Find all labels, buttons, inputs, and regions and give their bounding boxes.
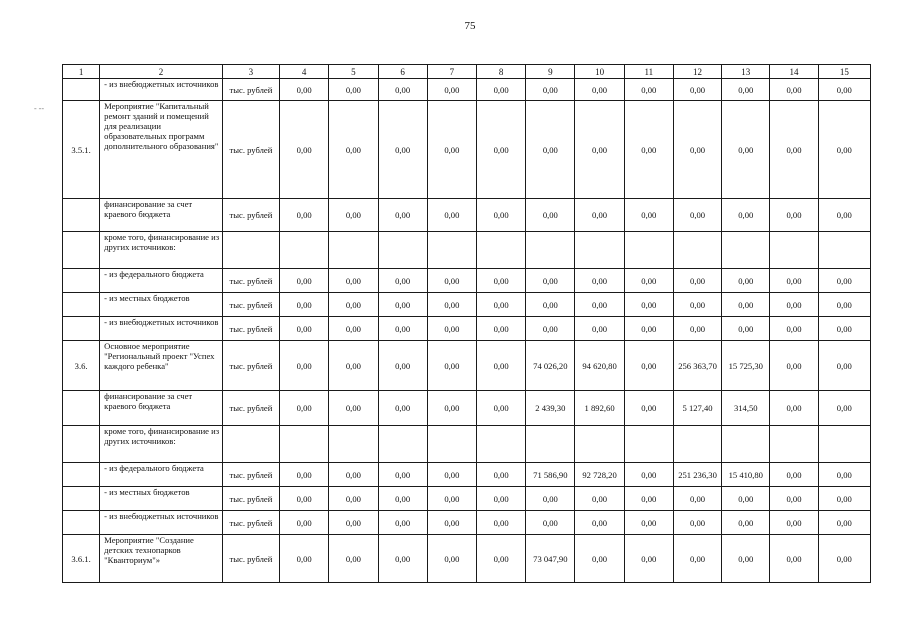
- row-name-cell: - из местных бюджетов: [100, 293, 223, 317]
- value-cell: 0,00: [280, 269, 329, 293]
- value-cell: 0,00: [722, 487, 770, 511]
- unit-cell: тыс. рублей: [222, 293, 279, 317]
- column-header: 7: [427, 65, 476, 79]
- value-cell: 0,00: [770, 101, 818, 199]
- value-cell: [280, 426, 329, 463]
- table-row: [63, 269, 871, 293]
- value-cell: 0,00: [722, 79, 770, 101]
- value-cell: 0,00: [575, 269, 624, 293]
- unit-cell: [222, 232, 279, 269]
- value-cell: 0,00: [476, 487, 525, 511]
- table-row: [63, 535, 871, 583]
- value-cell: 0,00: [378, 199, 427, 232]
- value-cell: 0,00: [770, 199, 818, 232]
- value-cell: [427, 232, 476, 269]
- value-cell: 0,00: [575, 199, 624, 232]
- value-cell: [575, 426, 624, 463]
- value-cell: 0,00: [673, 511, 721, 535]
- value-cell: 0,00: [673, 269, 721, 293]
- value-cell: 256 363,70: [673, 341, 721, 391]
- value-cell: 0,00: [624, 487, 673, 511]
- row-number-cell: [63, 463, 100, 487]
- value-cell: 0,00: [476, 269, 525, 293]
- value-cell: 0,00: [280, 79, 329, 101]
- value-cell: [329, 232, 378, 269]
- value-cell: 0,00: [673, 101, 721, 199]
- value-cell: 0,00: [818, 511, 870, 535]
- column-header: 9: [526, 65, 575, 79]
- value-cell: 0,00: [280, 317, 329, 341]
- table-row: [63, 463, 871, 487]
- column-header: 2: [100, 65, 223, 79]
- value-cell: 0,00: [476, 317, 525, 341]
- value-cell: 0,00: [624, 535, 673, 583]
- row-number-cell: [63, 391, 100, 426]
- value-cell: 2 439,30: [526, 391, 575, 426]
- value-cell: 0,00: [378, 101, 427, 199]
- value-cell: 0,00: [818, 293, 870, 317]
- value-cell: [476, 426, 525, 463]
- value-cell: 0,00: [770, 293, 818, 317]
- value-cell: 0,00: [624, 79, 673, 101]
- page-number: 75: [464, 20, 476, 32]
- value-cell: 0,00: [673, 535, 721, 583]
- value-cell: 0,00: [673, 487, 721, 511]
- row-name-cell: кроме того, финансирование из других источников:: [100, 232, 223, 269]
- value-cell: 251 236,30: [673, 463, 721, 487]
- value-cell: 0,00: [526, 269, 575, 293]
- value-cell: 0,00: [575, 511, 624, 535]
- value-cell: 0,00: [427, 101, 476, 199]
- value-cell: 0,00: [770, 391, 818, 426]
- unit-cell: тыс. рублей: [222, 317, 279, 341]
- value-cell: [526, 426, 575, 463]
- value-cell: 0,00: [526, 487, 575, 511]
- row-name-cell: финансирование за счет краевого бюджета: [100, 199, 223, 232]
- row-name-cell: кроме того, финансирование из других источников:: [100, 426, 223, 463]
- table-row: [63, 391, 871, 426]
- value-cell: 0,00: [575, 293, 624, 317]
- value-cell: 0,00: [378, 511, 427, 535]
- value-cell: 0,00: [673, 293, 721, 317]
- value-cell: 0,00: [476, 463, 525, 487]
- value-cell: 0,00: [329, 487, 378, 511]
- value-cell: 0,00: [329, 79, 378, 101]
- value-cell: 0,00: [624, 293, 673, 317]
- value-cell: 0,00: [770, 79, 818, 101]
- column-header: 1: [63, 65, 100, 79]
- value-cell: 0,00: [624, 269, 673, 293]
- row-name-cell: - из внебюджетных источников: [100, 79, 223, 101]
- row-number-cell: [63, 79, 100, 101]
- budget-table: [62, 64, 871, 583]
- row-number-cell: [63, 487, 100, 511]
- value-cell: 0,00: [818, 487, 870, 511]
- table-row: [63, 341, 871, 391]
- value-cell: 0,00: [770, 487, 818, 511]
- column-header: 8: [476, 65, 525, 79]
- value-cell: 0,00: [818, 101, 870, 199]
- value-cell: 0,00: [329, 317, 378, 341]
- value-cell: 0,00: [722, 511, 770, 535]
- row-name-cell: финансирование за счет краевого бюджета: [100, 391, 223, 426]
- unit-cell: [222, 426, 279, 463]
- value-cell: 0,00: [818, 199, 870, 232]
- value-cell: 0,00: [770, 535, 818, 583]
- value-cell: 0,00: [427, 317, 476, 341]
- unit-cell: тыс. рублей: [222, 535, 279, 583]
- value-cell: [624, 426, 673, 463]
- value-cell: 0,00: [427, 293, 476, 317]
- value-cell: 0,00: [378, 317, 427, 341]
- row-number-cell: [63, 317, 100, 341]
- table-row: [63, 232, 871, 269]
- table-row: [63, 79, 871, 101]
- value-cell: [526, 232, 575, 269]
- value-cell: 0,00: [722, 269, 770, 293]
- unit-cell: тыс. рублей: [222, 487, 279, 511]
- value-cell: 0,00: [280, 101, 329, 199]
- row-number-cell: 3.6.: [63, 341, 100, 391]
- value-cell: 0,00: [673, 79, 721, 101]
- value-cell: 0,00: [378, 341, 427, 391]
- value-cell: 71 586,90: [526, 463, 575, 487]
- row-number-cell: 3.6.1.: [63, 535, 100, 583]
- value-cell: 0,00: [427, 511, 476, 535]
- row-name-cell: - из местных бюджетов: [100, 487, 223, 511]
- value-cell: 0,00: [476, 293, 525, 317]
- row-name-cell: Основное мероприятие "Региональный проект "Успех каждого ребенка": [100, 341, 223, 391]
- value-cell: 0,00: [476, 341, 525, 391]
- column-header: 3: [222, 65, 279, 79]
- value-cell: 0,00: [770, 317, 818, 341]
- value-cell: 74 026,20: [526, 341, 575, 391]
- value-cell: 0,00: [329, 511, 378, 535]
- value-cell: 0,00: [329, 199, 378, 232]
- value-cell: 0,00: [329, 341, 378, 391]
- value-cell: 0,00: [818, 463, 870, 487]
- value-cell: 0,00: [280, 535, 329, 583]
- value-cell: [427, 426, 476, 463]
- unit-cell: тыс. рублей: [222, 269, 279, 293]
- table-row: [63, 511, 871, 535]
- value-cell: 0,00: [378, 463, 427, 487]
- unit-cell: тыс. рублей: [222, 101, 279, 199]
- value-cell: 0,00: [624, 391, 673, 426]
- column-header: 11: [624, 65, 673, 79]
- value-cell: 0,00: [624, 101, 673, 199]
- value-cell: [378, 426, 427, 463]
- value-cell: 0,00: [476, 511, 525, 535]
- column-header: 4: [280, 65, 329, 79]
- value-cell: 0,00: [329, 101, 378, 199]
- value-cell: 0,00: [476, 535, 525, 583]
- value-cell: 0,00: [818, 79, 870, 101]
- value-cell: 0,00: [722, 101, 770, 199]
- value-cell: 0,00: [427, 79, 476, 101]
- value-cell: 15 410,80: [722, 463, 770, 487]
- unit-cell: тыс. рублей: [222, 391, 279, 426]
- value-cell: 0,00: [378, 269, 427, 293]
- row-name-cell: Мероприятие "Капитальный ремонт зданий и помещений для реализации образовательных программ дополнительного образования": [100, 101, 223, 199]
- value-cell: 0,00: [378, 487, 427, 511]
- table-row: [63, 487, 871, 511]
- value-cell: 94 620,80: [575, 341, 624, 391]
- table-row: [63, 317, 871, 341]
- row-number-cell: [63, 232, 100, 269]
- value-cell: [378, 232, 427, 269]
- value-cell: 0,00: [722, 317, 770, 341]
- value-cell: 0,00: [427, 199, 476, 232]
- unit-cell: тыс. рублей: [222, 79, 279, 101]
- value-cell: 0,00: [770, 511, 818, 535]
- value-cell: 0,00: [818, 317, 870, 341]
- unit-cell: тыс. рублей: [222, 463, 279, 487]
- value-cell: 0,00: [526, 79, 575, 101]
- column-header: 13: [722, 65, 770, 79]
- row-name-cell: - из внебюджетных источников: [100, 317, 223, 341]
- value-cell: [575, 232, 624, 269]
- value-cell: 0,00: [476, 199, 525, 232]
- row-number-cell: [63, 511, 100, 535]
- value-cell: [722, 232, 770, 269]
- unit-cell: тыс. рублей: [222, 511, 279, 535]
- value-cell: 0,00: [378, 293, 427, 317]
- row-number-cell: [63, 199, 100, 232]
- column-header: 15: [818, 65, 870, 79]
- value-cell: 0,00: [673, 199, 721, 232]
- row-name-cell: - из федерального бюджета: [100, 463, 223, 487]
- value-cell: 0,00: [526, 293, 575, 317]
- table-row: [63, 426, 871, 463]
- value-cell: 0,00: [673, 317, 721, 341]
- value-cell: 0,00: [818, 535, 870, 583]
- column-header: 12: [673, 65, 721, 79]
- value-cell: [673, 232, 721, 269]
- value-cell: 0,00: [624, 511, 673, 535]
- value-cell: 0,00: [624, 341, 673, 391]
- unit-cell: тыс. рублей: [222, 341, 279, 391]
- value-cell: [770, 426, 818, 463]
- value-cell: [673, 426, 721, 463]
- value-cell: 0,00: [427, 535, 476, 583]
- value-cell: 0,00: [526, 511, 575, 535]
- value-cell: 0,00: [378, 391, 427, 426]
- row-name-cell: - из федерального бюджета: [100, 269, 223, 293]
- column-header: 10: [575, 65, 624, 79]
- value-cell: 0,00: [770, 341, 818, 391]
- value-cell: 0,00: [722, 199, 770, 232]
- table-row: [63, 199, 871, 232]
- value-cell: 73 047,90: [526, 535, 575, 583]
- value-cell: [624, 232, 673, 269]
- value-cell: 0,00: [427, 391, 476, 426]
- value-cell: 1 892,60: [575, 391, 624, 426]
- value-cell: 0,00: [722, 293, 770, 317]
- value-cell: 0,00: [526, 199, 575, 232]
- value-cell: [280, 232, 329, 269]
- value-cell: 0,00: [476, 101, 525, 199]
- value-cell: 0,00: [575, 535, 624, 583]
- column-header: 5: [329, 65, 378, 79]
- value-cell: [818, 426, 870, 463]
- value-cell: 0,00: [427, 269, 476, 293]
- value-cell: 0,00: [280, 487, 329, 511]
- value-cell: [476, 232, 525, 269]
- value-cell: 0,00: [575, 487, 624, 511]
- value-cell: [770, 232, 818, 269]
- table-row: [63, 101, 871, 199]
- value-cell: 0,00: [722, 535, 770, 583]
- value-cell: 0,00: [280, 199, 329, 232]
- value-cell: 0,00: [624, 199, 673, 232]
- row-number-cell: 3.5.1.: [63, 101, 100, 199]
- unit-cell: тыс. рублей: [222, 199, 279, 232]
- value-cell: 0,00: [329, 269, 378, 293]
- value-cell: 0,00: [770, 269, 818, 293]
- header-row: [63, 65, 871, 79]
- value-cell: 314,50: [722, 391, 770, 426]
- row-number-cell: [63, 269, 100, 293]
- value-cell: 0,00: [526, 317, 575, 341]
- value-cell: 0,00: [280, 463, 329, 487]
- value-cell: [722, 426, 770, 463]
- value-cell: 0,00: [575, 79, 624, 101]
- value-cell: 15 725,30: [722, 341, 770, 391]
- value-cell: 0,00: [378, 535, 427, 583]
- value-cell: 0,00: [427, 487, 476, 511]
- value-cell: 0,00: [818, 341, 870, 391]
- value-cell: 0,00: [329, 293, 378, 317]
- value-cell: 0,00: [818, 391, 870, 426]
- row-number-cell: [63, 293, 100, 317]
- value-cell: 0,00: [818, 269, 870, 293]
- value-cell: 0,00: [624, 317, 673, 341]
- value-cell: [329, 426, 378, 463]
- value-cell: 0,00: [280, 391, 329, 426]
- value-cell: 0,00: [575, 317, 624, 341]
- table-row: [63, 293, 871, 317]
- value-cell: 0,00: [575, 101, 624, 199]
- value-cell: 0,00: [476, 79, 525, 101]
- value-cell: 0,00: [280, 293, 329, 317]
- value-cell: 0,00: [329, 535, 378, 583]
- value-cell: 0,00: [427, 463, 476, 487]
- value-cell: 0,00: [476, 391, 525, 426]
- value-cell: 5 127,40: [673, 391, 721, 426]
- value-cell: 0,00: [624, 463, 673, 487]
- value-cell: 0,00: [280, 511, 329, 535]
- value-cell: [818, 232, 870, 269]
- value-cell: 0,00: [329, 391, 378, 426]
- row-name-cell: Мероприятие "Создание детских технопарков "Кванториум"»: [100, 535, 223, 583]
- row-name-cell: - из внебюджетных источников: [100, 511, 223, 535]
- value-cell: 0,00: [378, 79, 427, 101]
- value-cell: 0,00: [526, 101, 575, 199]
- margin-mark: - --: [34, 104, 44, 113]
- column-header: 14: [770, 65, 818, 79]
- column-header: 6: [378, 65, 427, 79]
- value-cell: 0,00: [280, 341, 329, 391]
- value-cell: 92 728,20: [575, 463, 624, 487]
- value-cell: 0,00: [770, 463, 818, 487]
- value-cell: 0,00: [329, 463, 378, 487]
- value-cell: 0,00: [427, 341, 476, 391]
- row-number-cell: [63, 426, 100, 463]
